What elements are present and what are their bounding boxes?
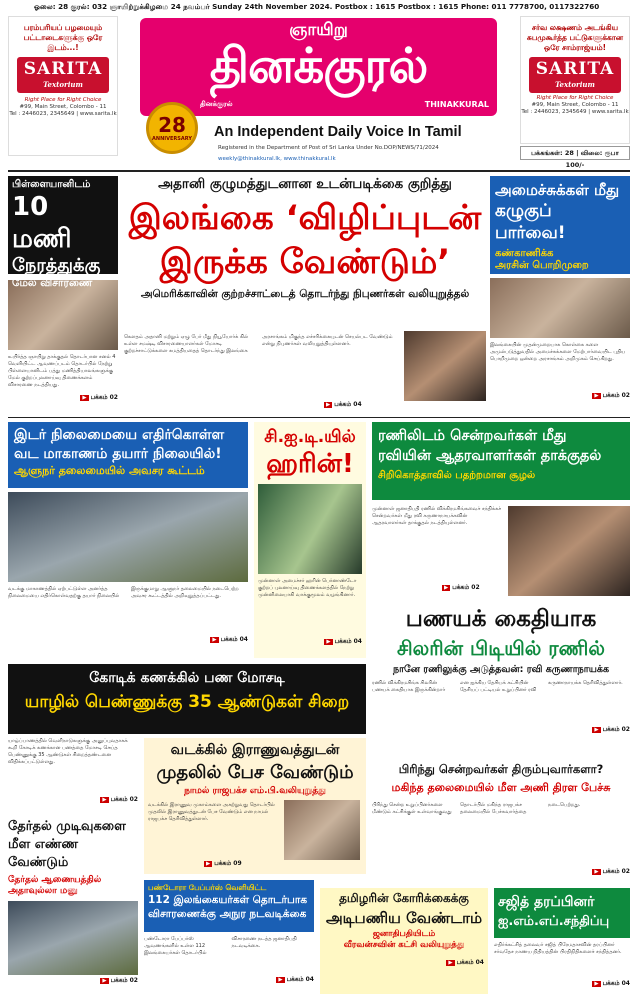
ad-right-slogan: Right Place for Right Choice xyxy=(536,95,614,101)
story11-more[interactable]: ▶ பக்கம் 02 xyxy=(102,977,138,984)
story4-photo xyxy=(8,492,248,582)
ad-left-slogan: Right Place for Right Choice xyxy=(24,97,102,103)
story8-line1: கோடிக் கணக்கில் பண மோசடி xyxy=(89,670,285,686)
divider xyxy=(8,417,630,418)
story11-sub: தேர்தல் ஆணையத்தில் xyxy=(8,875,102,885)
story3-text: இலங்கையின் முதன்முறையாக கொள்கை களை அமுல்படுத்துவதில் அமைச்சுக்களை மேற்பார்வையிட புதிய பொறிமுறை ஒன்றை அரசாங்கம் அறிமுகம் செய்கிறது. xyxy=(490,342,626,362)
story7-sub: நானே ரணிலுக்கு அடுத்தவன்: ரவி கருணாநாயக்க xyxy=(392,664,610,675)
story9-line2: முதலில் பேச வேண்டும் xyxy=(156,762,354,783)
story4-line1: இடர் நிலைமையை எதிர்கொள்ள xyxy=(14,427,225,443)
story9-sub: நாமல் ராஜபக்ச எம்.பி.வலியுறுத்து xyxy=(184,786,326,796)
story-northern-province[interactable] xyxy=(8,422,248,658)
story7-text: ரணில் விக்கிரமசிங்க சிலரின் பணயக் கைதியாக இருக்கின்றார் என ஐக்கிய தேசியக் கட்சியின் தேசியப் பட்டியல் உறுப்பினர் ரவி கருணாநாயக்க தெரிவித்துள்ளார். xyxy=(372,680,623,693)
date-bar: ஓலை: 28 குரல்: 032 ஞாயிற்றுக்கிழமை 24 நவம்பர் Sunday 24th November 2024. Postbox : 1615 Postbox : 1615 Phone: 011 7778700, 0117322760 xyxy=(0,0,640,14)
ad-left-logo: SARITA Textorium xyxy=(17,57,109,93)
story9-line1: வடக்கில் இராணுவத்துடன் xyxy=(170,742,340,758)
story4-more[interactable]: ▶ பக்கம் 04 xyxy=(212,636,248,643)
ad-right-tel: Tel : 2446023, 2345649 | www.sarita.lk xyxy=(521,109,629,115)
masthead-logo xyxy=(140,18,497,116)
masthead-title: தினக்குரல் xyxy=(209,38,428,94)
story14-text: எதிர்க்கட்சித் தலைவர் சஜித் பிரேமதாசவின் தரப்பினர் சர்வதேச நாணய நிதியத்தின் பிரதிநிதிகளைச் சந்தித்தனர். xyxy=(494,942,622,955)
story13-sub2: வீரவன்சவின் கட்சி வலியுறுத்து xyxy=(343,940,465,950)
story-jaffna-fraud-body[interactable] xyxy=(8,738,138,810)
story2-line2: இருக்க வேண்டும்’ xyxy=(159,242,451,282)
story3-head xyxy=(490,176,630,274)
story-recount[interactable] xyxy=(8,818,138,994)
story14-line1: சஜித் தரப்பினர் xyxy=(498,894,595,910)
story10-line1: பிரிந்து சென்றவர்கள் திரும்புவார்களா? xyxy=(398,762,604,776)
story1-line2: நேரத்துக்கு xyxy=(12,255,101,276)
story2-kicker: அதானி குழுமத்துடனான உடன்படிக்கை குறித்து xyxy=(158,176,452,192)
story-pillaiyan[interactable] xyxy=(8,176,118,412)
story1-photo xyxy=(8,280,118,350)
story-harin[interactable] xyxy=(254,422,366,658)
story3-line2: கழுகுப் பார்வை! xyxy=(495,201,566,243)
story6-sub: சிறிகொத்தாவில் பதற்றமான சூழல் xyxy=(378,470,536,481)
ad-right[interactable] xyxy=(520,16,630,144)
ad-left-address: #99, Main Street, Colombo - 11 xyxy=(19,104,107,110)
ad-right-address: #99, Main Street, Colombo - 11 xyxy=(531,102,619,108)
story2-text: கௌதம் அதானி மற்றும் ஏழு பேர் மீது நியூயோர்க் கில் உள்ள சமஷ்டி விசாரணையாளர்கள் மோசடி குற்றச்சாட்டுக்களை சுமத்தியதைத் தொடர்ந்து இலங்கை அரசாங்கம் மிகுந்த எச்சரிக்கையுடன் செயல்பட வேண்டும் என்று நிபுணர்கள் வலியுறுத்தியுள்ளனர். xyxy=(124,334,393,354)
ad-left[interactable] xyxy=(8,16,118,156)
story8-more[interactable]: ▶ பக்கம் 02 xyxy=(102,796,138,803)
story-hostage[interactable] xyxy=(372,604,630,756)
story1-line1: 10 மணி xyxy=(12,192,72,254)
story13-more[interactable]: ▶ பக்கம் 04 xyxy=(448,959,484,966)
story9-photo xyxy=(284,800,360,860)
anniversary-seal: 28 ANNIVERSARY xyxy=(146,102,198,154)
story13-sub: ஜனாதிபதியிடம் xyxy=(372,929,436,939)
story12-text: பண்டோரா பேப்பர்ஸ் ஆவணங்களில் உள்ள 112 இலங்கையர்கள் தொடர்பில் விசாரணை நடத்த ஜனாதிபதி நடவடிக்கை. xyxy=(144,936,297,956)
ad-left-tel: Tel : 2446023, 2345649 | www.sarita.lk xyxy=(9,111,117,117)
story-adani[interactable] xyxy=(124,176,486,412)
story3-line1: அமைச்சுக்கள் மீது xyxy=(495,181,620,199)
story3-more[interactable]: ▶ பக்கம் 02 xyxy=(594,392,630,399)
story5-photo xyxy=(258,484,362,574)
ad-right-tag: சர்வ லக்ஷணம் அடங்கிய சுபமுகூர்த்த பட்டுகளுக்கான ஒரே சாம்ராஜ்யம்! xyxy=(526,23,624,52)
story7-more[interactable]: ▶ பக்கம் 02 xyxy=(594,726,630,733)
story5-more[interactable]: ▶ பக்கம் 04 xyxy=(326,638,362,645)
story6-line2: ரவியின் ஆதரவாளர்கள் தாக்குதல் xyxy=(378,448,602,464)
story-army-north[interactable] xyxy=(144,738,366,874)
story12-line1: 112 இலங்கையர்கள் தொடர்பாக xyxy=(148,894,308,906)
divider xyxy=(8,170,630,172)
masthead-top: ஞாயிறு xyxy=(289,20,348,40)
story13-line1: தமிழரின் கோரிக்கைக்கு xyxy=(339,891,469,905)
story4-head xyxy=(8,422,248,488)
web-address: weekly@thinakkural.lk, www.thinakkural.lk xyxy=(218,156,336,162)
story11-line1: தேர்தல் முடிவுகளை xyxy=(8,819,126,834)
story11-photo xyxy=(8,901,138,975)
page-price: பக்கங்கள்: 28 | விலை: ரூபா 100/- xyxy=(520,146,630,160)
story14-head xyxy=(494,888,630,938)
story-sajith-imf[interactable] xyxy=(494,888,630,994)
story11-line2: மீள எண்ண வேண்டும் xyxy=(8,837,78,870)
story1-head xyxy=(8,176,118,289)
story-ministries[interactable] xyxy=(490,176,630,412)
story-return[interactable] xyxy=(372,762,630,882)
story-sirikotha[interactable] xyxy=(372,422,630,598)
story8-text: யாழ்ப்பாணத்தில் வெளிநாடுகளுக்கு அனுப்புவதாகக் கூறி கோடிக் கணக்கான பணத்தை மோசடி செய்த பெண்ணுக்கு 35 ஆண்டுகள் சிறைத்தண்டனை விதிக்கப்பட்டுள்ளது. xyxy=(8,738,128,765)
story2-sub: அமெரிக்காவின் குற்றச்சாட்டைத் தொடர்ந்து நிபுணர்கள் வலியுறுத்தல் xyxy=(140,288,470,300)
story2-line1: இலங்கை ‘விழிப்புடன் xyxy=(128,198,482,238)
story12-more[interactable]: ▶ பக்கம் 04 xyxy=(278,976,314,983)
story1-text: உயிர்த்த ஞாயிறு தாக்குதல் தொடர்பான சனல் 4 வெளியிட்ட ஆவணப்படம் தொடர்பில் நேற்று பிள்ளையானிடம் பத்து மணித்தியாலங்களுக்கு மேல் குற்றப்புலனாய்வு திணைக்களம் விசாரணை நடத்தியது. xyxy=(8,354,116,388)
story4-text: வடக்கு மாகாணத்தில் ஏற்பட்டுள்ள அனர்த்த நிலைமையை எதிர்கொள்வதற்கு தயார் நிலையில் இருக்குமாறு ஆளுநர் தலைமையில் நடைபெற்ற அவசர கூட்டத்தில் அறிவுறுத்தப்பட்டது. xyxy=(8,586,239,599)
story14-more[interactable]: ▶ பக்கம் 04 xyxy=(594,980,630,987)
story3-line3: கண்காணிக்க xyxy=(495,248,554,259)
story2-more[interactable]: ▶ பக்கம் 04 xyxy=(326,401,362,408)
story12-line2: விசாரணைக்கு அநுர நடவடிக்கை xyxy=(148,908,307,920)
ad-right-logo: SARITA Textorium xyxy=(529,57,621,93)
story6-more[interactable]: ▶ பக்கம் 02 xyxy=(444,584,480,591)
story12-kicker: பண்டோரா பேப்பர்ஸ் வெளியிட்ட xyxy=(148,883,267,892)
story6-head xyxy=(372,422,630,500)
story-pandora[interactable] xyxy=(144,880,314,994)
story5-text: முன்னாள் அமைச்சர் ஹரின் பெர்னாண்டோ குற்றப் புலனாய்வு திணைக்களத்தில் நேற்று முன்னிலையாகி வாக்குமூலம் வழங்கினார். xyxy=(258,578,357,598)
story1-more[interactable]: ▶ பக்கம் 02 xyxy=(82,394,118,401)
story14-line2: ஐ.எம்.எப்.சந்திப்பு xyxy=(498,914,610,929)
story5-line2: ஹரின்! xyxy=(266,449,354,479)
story8-line2: யாழில் பெண்ணுக்கு 35 ஆண்டுகள் சிறை xyxy=(24,692,350,712)
story2-photo xyxy=(404,331,486,401)
story4-sub: ஆளுநர் தலைமையில் அவசர கூட்டம் xyxy=(14,464,205,477)
story10-more[interactable]: ▶ பக்கம் 02 xyxy=(594,868,630,875)
story11-sub2: அதாவுல்லா மனு xyxy=(8,886,78,896)
masthead-small-tamil: தினக்குரல் xyxy=(200,100,233,108)
story3-line4: அரசின் பொறிமுறை xyxy=(495,260,589,271)
story6-photo xyxy=(508,506,630,596)
story6-text: முன்னாள் ஜனாதிபதி ரணில் விக்கிரமசிங்கவைச் சந்திக்கச் சென்றவர்கள் மீது ரவி கருணாநாயக்கவின் ஆதரவாளர்கள் தாக்குதல் நடத்தியுள்ளனர். xyxy=(372,506,502,526)
story10-text: பிரிந்து சென்ற உறுப்பினர்களை மீண்டும் கட்சிக்குள் உள்வாங்குவது தொடர்பில் மகிந்த ராஜபக்ச தலைமையில் பேச்சுவார்த்தை நடைபெற்றது. xyxy=(372,802,581,815)
tagline: An Independent Daily Voice In Tamil xyxy=(214,124,462,140)
story3-photo xyxy=(490,278,630,338)
story10-line2: மகிந்த தலைமையில் மீள அணி திரள பேச்சு xyxy=(391,781,611,794)
story9-text: வடக்கில் இராணுவ முகாம்களை அகற்றுவது தொடர்பில் முதலில் இராணுவத்துடன் பேச வேண்டும் என நாமல் ராஜபக்ச தெரிவித்துள்ளார். xyxy=(148,802,275,822)
story13-line2: அடிபணிய வேண்டாம் xyxy=(325,909,483,927)
story1-line3: மேல் விசாரணை xyxy=(12,277,93,289)
ad-left-tag: பரம்பரியப் பழமையும் பட்டாடைகளுக்கு ஒரே இடம்...! xyxy=(23,23,103,52)
story1-kicker: பிள்ளையானிடம் xyxy=(12,179,91,190)
story7-line1: பணயக் கைதியாக xyxy=(405,606,597,632)
story12-head xyxy=(144,880,314,932)
registration-note: Registered in the Department of Post of Sri Lanka Under No.DOP/NEWS/71/2024 xyxy=(218,145,439,151)
story9-more[interactable]: ▶ பக்கம் 09 xyxy=(206,860,242,867)
story-tamil-demands[interactable] xyxy=(320,888,488,994)
story5-line1: சி.ஐ.டி.யில் xyxy=(264,427,356,447)
masthead-small-english: THINAKKURAL xyxy=(424,100,489,109)
story6-line1: ரணிலிடம் சென்றவர்கள் மீது xyxy=(378,428,567,444)
story7-line2: சிலரின் பிடியில் ரணில் xyxy=(397,636,605,660)
story-jaffna-fraud-head[interactable] xyxy=(8,664,366,734)
story4-line2: வட மாகாணம் தயார் நிலையில்! xyxy=(14,446,222,462)
